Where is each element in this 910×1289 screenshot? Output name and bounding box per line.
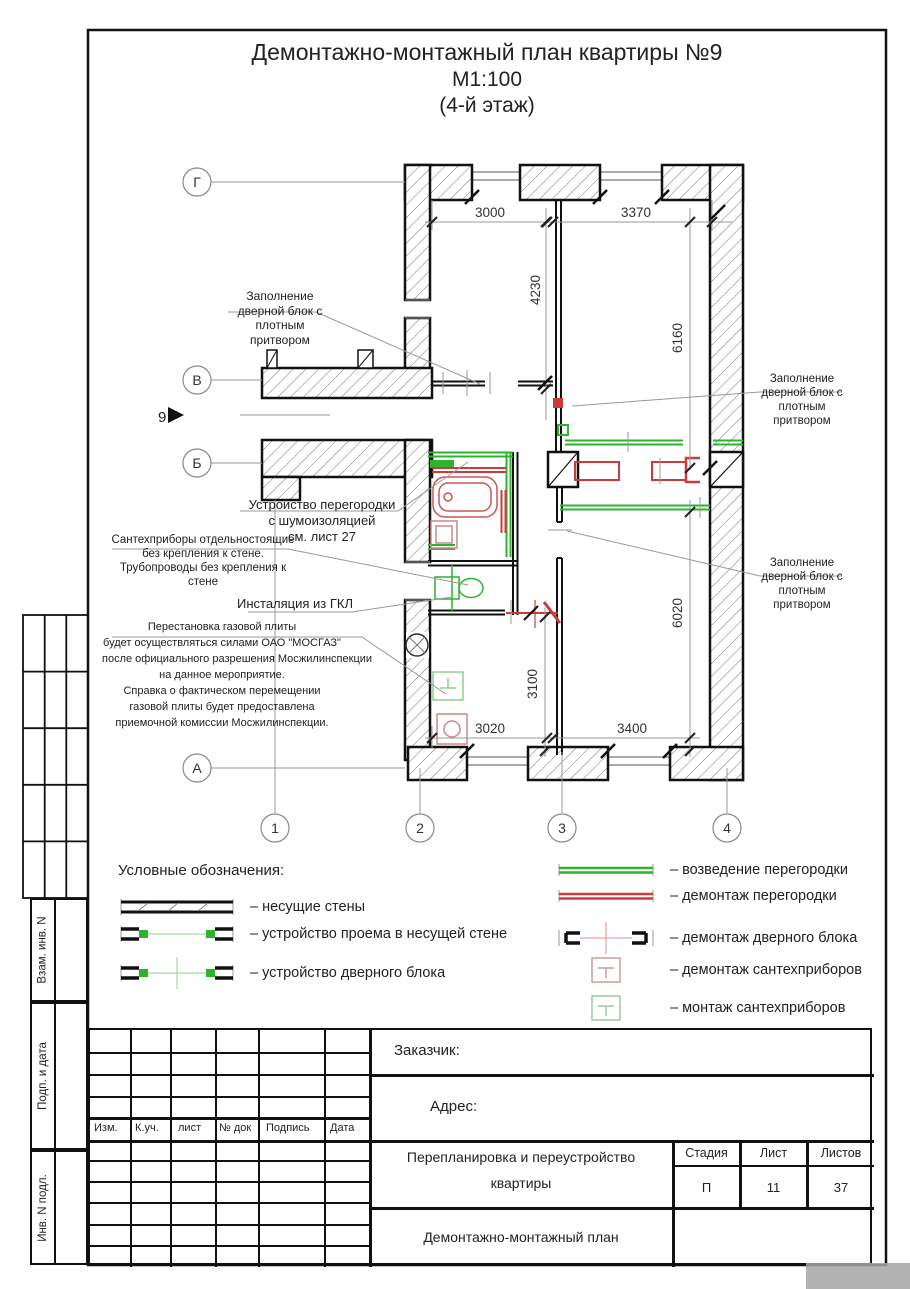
annotation-line: см. лист 27 xyxy=(287,528,357,544)
sheet-header: Лист xyxy=(759,1145,788,1160)
stage-header: Стадия xyxy=(685,1145,728,1160)
legend-label: – демонтаж сантехприборов xyxy=(670,962,862,978)
legend-symbol-opening-icon xyxy=(118,924,236,944)
sidebar-section-inv xyxy=(30,1150,88,1265)
rev-header-ndok: № док xyxy=(219,1122,252,1134)
dim-3020: 3020 xyxy=(474,721,506,736)
axis-row-v: В xyxy=(192,372,202,388)
annotation-line: дверной блок с xyxy=(761,387,843,400)
legend-label: – устройство проема в несущей стене xyxy=(250,926,508,942)
legend-label: – демонтаж дверного блока xyxy=(670,930,858,946)
apartment-marker xyxy=(158,407,184,426)
tb-line xyxy=(90,1096,369,1098)
annotation-line: дверной блок с xyxy=(761,571,843,584)
sidebar-grid xyxy=(23,615,88,898)
legend-symbol-partition-new-icon xyxy=(556,862,656,878)
rev-header-podpis: Подпись xyxy=(266,1122,310,1134)
legend-item-door-demolish xyxy=(556,920,857,956)
tb-line xyxy=(90,1117,369,1120)
project-name-line1: Перепланировка и переустройство xyxy=(406,1149,636,1165)
sheets-header: Листов xyxy=(820,1145,862,1160)
dim-6020: 6020 xyxy=(670,597,685,629)
annotation-line: будет осуществляться силами ОАО "МОСГАЗ" xyxy=(103,636,341,649)
sheets-value: 37 xyxy=(833,1179,849,1195)
annotation-line: на данное мероприятие. xyxy=(159,668,285,681)
sheet-title xyxy=(88,38,886,119)
axis-col-4: 4 xyxy=(723,820,731,836)
legend-symbol-sanitary-install-icon xyxy=(556,993,656,1023)
tb-line xyxy=(90,1202,369,1204)
sidebar-section-podp xyxy=(30,1002,88,1150)
legend-label: – несущие стены xyxy=(250,899,366,915)
sheet-value: 11 xyxy=(766,1179,781,1195)
tb-line xyxy=(90,1052,369,1054)
annotation-sanitary xyxy=(105,533,301,589)
tb-line xyxy=(90,1140,369,1143)
annotation-line: с шумоизоляцией xyxy=(268,512,376,528)
legend-item-door-new xyxy=(118,956,445,990)
sheet-title-line1: Демонтажно-монтажный план квартиры №9 xyxy=(251,39,723,65)
annotation-line: притвором xyxy=(250,332,310,347)
dim-3400: 3400 xyxy=(616,721,648,736)
wall-stubs xyxy=(267,350,373,368)
tb-line xyxy=(90,1160,369,1162)
title-block xyxy=(88,1028,872,1265)
legend-symbol-door-demolish-icon xyxy=(556,920,656,956)
annotation-line: Инсталяция из ГКЛ xyxy=(236,596,354,611)
sidebar-label-cell xyxy=(32,1152,56,1263)
customer-label: Заказчик: xyxy=(394,1042,460,1059)
annotation-line: Заполнение xyxy=(769,557,835,569)
bathtub xyxy=(433,477,497,517)
rev-header-izm: Изм. xyxy=(94,1122,118,1134)
legend-label: – демонтаж перегородки xyxy=(670,888,837,904)
axis-col-3: 3 xyxy=(558,820,566,836)
annotation-line: притвором xyxy=(773,599,831,612)
tb-line xyxy=(324,1030,326,1267)
rev-header-data: Дата xyxy=(330,1122,355,1134)
annotation-installation xyxy=(230,596,360,612)
tb-line xyxy=(258,1030,260,1267)
axis-col-1: 1 xyxy=(271,820,279,836)
sidebar-label-cell xyxy=(32,900,56,1000)
annotation-line: Справка о фактическом перемещении xyxy=(123,684,321,697)
project-name-line2: квартиры xyxy=(490,1175,552,1191)
legend-label: – устройство дверного блока xyxy=(250,965,446,981)
columns xyxy=(548,452,743,487)
rev-header-list: лист xyxy=(178,1122,202,1134)
watermark xyxy=(806,1263,910,1289)
legend-label: – возведение перегородки xyxy=(670,862,848,878)
annotation-line: плотным xyxy=(778,585,826,598)
new-partitions-green xyxy=(428,425,743,612)
annotation-line: дверной блок с xyxy=(237,303,323,318)
legend-symbol-bearing-wall-icon xyxy=(118,898,236,916)
annotation-line: без крепления к стене. xyxy=(142,548,264,561)
tb-line xyxy=(170,1030,172,1267)
legend-item-sanitary-install xyxy=(556,993,845,1023)
annotation-line: Перестановка газовой плиты xyxy=(147,621,297,633)
apartment-number: 9 xyxy=(158,409,167,426)
tb-line xyxy=(130,1030,132,1267)
dim-4230: 4230 xyxy=(528,274,543,306)
annotation-door-right-top xyxy=(750,372,854,428)
sidebar-label-cell xyxy=(32,1004,56,1148)
annotation-line: после официального разрешения Мосжилинспекции xyxy=(102,652,373,665)
stage-value: П xyxy=(701,1179,712,1195)
annotation-gas-note xyxy=(102,620,373,732)
dim-3100: 3100 xyxy=(525,668,540,700)
tb-line xyxy=(90,1224,369,1226)
legend-symbol-sanitary-demolish-icon xyxy=(556,955,656,985)
sheet-title-scale: М1:100 xyxy=(451,67,523,91)
legend-item-opening xyxy=(118,924,507,944)
dim-6160: 6160 xyxy=(670,322,685,354)
entrance-arrow-icon xyxy=(168,407,184,423)
legend-item-partition-demolish xyxy=(556,888,837,904)
vent-shaft xyxy=(406,632,429,658)
axis-col-2: 2 xyxy=(416,820,424,836)
annotation-line: притвором xyxy=(773,415,831,428)
installation-new xyxy=(433,672,463,700)
legend-label: – монтаж сантехприборов xyxy=(670,1000,846,1016)
dim-3370: 3370 xyxy=(620,205,652,220)
annotation-door-left xyxy=(215,289,345,348)
axis-row-g: Г xyxy=(193,174,201,190)
legend-item-partition-new xyxy=(556,862,848,878)
annotation-line: Сантехприборы отдельностоящие xyxy=(111,534,295,546)
sidebar-section-vzam xyxy=(30,898,88,1002)
tb-line xyxy=(215,1030,217,1267)
axis-row-a: А xyxy=(192,760,202,776)
annotation-line: Заполнение xyxy=(769,373,835,385)
sidebar-label: Подп. и дата xyxy=(37,1042,49,1110)
legend-title: Условные обозначения: xyxy=(118,862,285,879)
tb-line xyxy=(369,1074,874,1077)
annotation-door-right-bottom xyxy=(750,556,854,612)
annotation-line: плотным xyxy=(255,318,305,333)
annotation-line: Заполнение xyxy=(246,289,314,303)
sheet-title-floor: (4-й этаж) xyxy=(439,94,535,117)
annotation-line: Устройство перегородки xyxy=(248,497,396,512)
annotation-line: плотным xyxy=(778,401,826,414)
legend-symbol-door-new-icon xyxy=(118,956,236,990)
sink-demolish xyxy=(431,521,457,548)
legend-item-bearing-wall xyxy=(118,898,365,916)
sidebar-label: Инв. N подл. xyxy=(37,1173,50,1242)
gas-stove xyxy=(437,714,467,744)
annotation-line: стене xyxy=(187,576,219,589)
tb-line xyxy=(90,1181,369,1183)
tb-line xyxy=(90,1245,369,1247)
demolition-red xyxy=(432,398,700,628)
sidebar-label: Взам. инв. N xyxy=(37,916,49,984)
annotation-line: газовой плиты будет предоставлена xyxy=(129,700,315,713)
legend-symbol-partition-demolish-icon xyxy=(556,888,656,904)
address-label: Адрес: xyxy=(430,1098,478,1115)
tb-line xyxy=(90,1074,369,1076)
axis-row-b: Б xyxy=(192,455,202,471)
rev-header-kuch: К.уч. xyxy=(135,1122,159,1134)
legend-item-sanitary-demolish xyxy=(556,955,862,985)
dim-3000: 3000 xyxy=(474,205,506,220)
annotation-line: Трубопроводы без крепления к xyxy=(119,562,287,575)
annotation-line: приемочной комиссии Мосжилинспекции. xyxy=(115,716,329,729)
drawing-name: Демонтажно-монтажный план xyxy=(423,1229,619,1245)
